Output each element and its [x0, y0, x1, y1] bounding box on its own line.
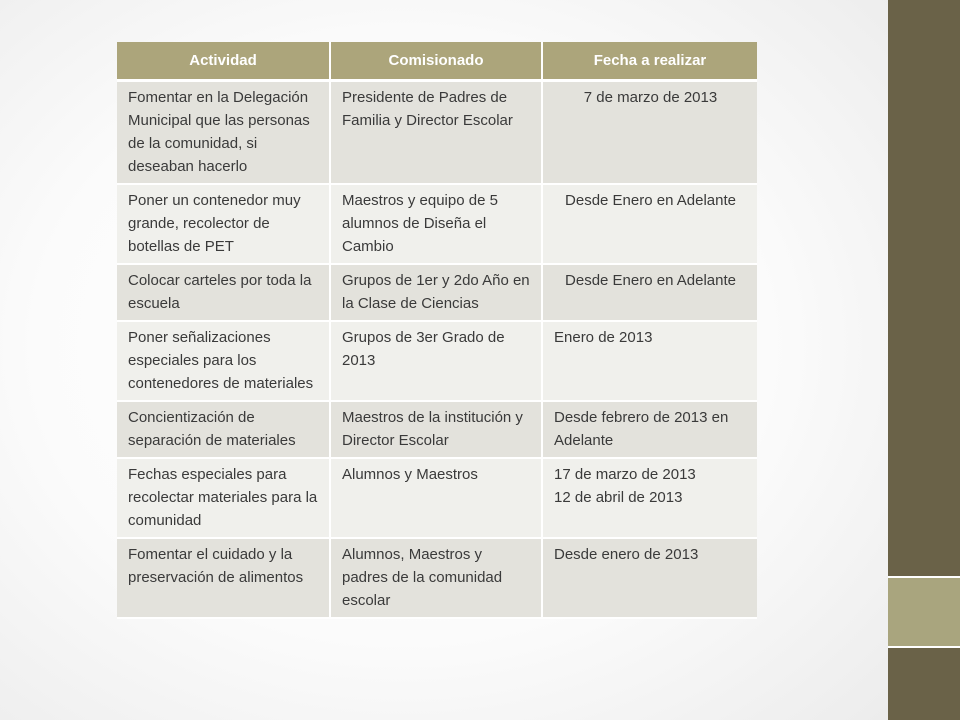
cell-comisionado: Maestros de la institución y Director Escolar: [330, 401, 542, 458]
table-row: [117, 81, 757, 185]
header-comisionado: Comisionado: [330, 42, 542, 81]
cell-fecha-line: 17 de marzo de 2013: [554, 466, 696, 483]
header-actividad: Actividad: [117, 42, 330, 81]
cell-actividad: Fomentar en la Delegación Municipal que las personas de la comunidad, si deseaban hacerlo: [117, 81, 330, 185]
cell-actividad: Poner un contenedor muy grande, recolector de botellas de PET: [117, 184, 330, 264]
table-row: [117, 538, 757, 618]
cell-comisionado: Presidente de Padres de Familia y Director Escolar: [330, 81, 542, 185]
table-row: [117, 321, 757, 401]
cell-actividad: Concientización de separación de materiales: [117, 401, 330, 458]
table-row: [117, 184, 757, 264]
table-row: [117, 264, 757, 321]
cell-actividad: Poner señalizaciones especiales para los contenedores de materiales: [117, 321, 330, 401]
side-decoration-bar: [888, 0, 960, 720]
cell-comisionado: Grupos de 3er Grado de 2013: [330, 321, 542, 401]
cell-fecha: [542, 538, 757, 618]
cell-fecha-line: Desde enero de 2013: [554, 546, 699, 563]
activities-table: [117, 42, 757, 619]
cell-fecha-line: Desde Enero en Adelante: [565, 192, 736, 209]
cell-comisionado: Alumnos, Maestros y padres de la comunidad escolar: [330, 538, 542, 618]
cell-fecha-line: Desde febrero de 2013 en Adelante: [554, 409, 729, 449]
cell-fecha-line-2: 12 de abril de 2013: [554, 489, 683, 506]
cell-fecha-line: Desde Enero en Adelante: [565, 272, 736, 289]
cell-fecha-line: Enero de 2013: [554, 329, 653, 346]
cell-fecha: [542, 401, 757, 458]
cell-fecha: [542, 81, 757, 185]
cell-comisionado: Grupos de 1er y 2do Año en la Clase de Ciencias: [330, 264, 542, 321]
header-fecha: Fecha a realizar: [542, 42, 757, 81]
cell-fecha: [542, 184, 757, 264]
cell-comisionado: Alumnos y Maestros: [330, 458, 542, 538]
cell-fecha: [542, 458, 757, 538]
activities-table-container: [117, 42, 757, 619]
table-header-row: [117, 42, 757, 81]
cell-actividad: Fomentar el cuidado y la preservación de alimentos: [117, 538, 330, 618]
table-row: [117, 458, 757, 538]
cell-fecha: [542, 264, 757, 321]
cell-fecha-line: 7 de marzo de 2013: [583, 89, 718, 106]
cell-actividad: Fechas especiales para recolectar materiales para la comunidad: [117, 458, 330, 538]
cell-actividad: Colocar carteles por toda la escuela: [117, 264, 330, 321]
side-accent-block: [888, 576, 960, 648]
table-row: [117, 401, 757, 458]
cell-comisionado: Maestros y equipo de 5 alumnos de Diseña el Cambio: [330, 184, 542, 264]
cell-fecha: [542, 321, 757, 401]
